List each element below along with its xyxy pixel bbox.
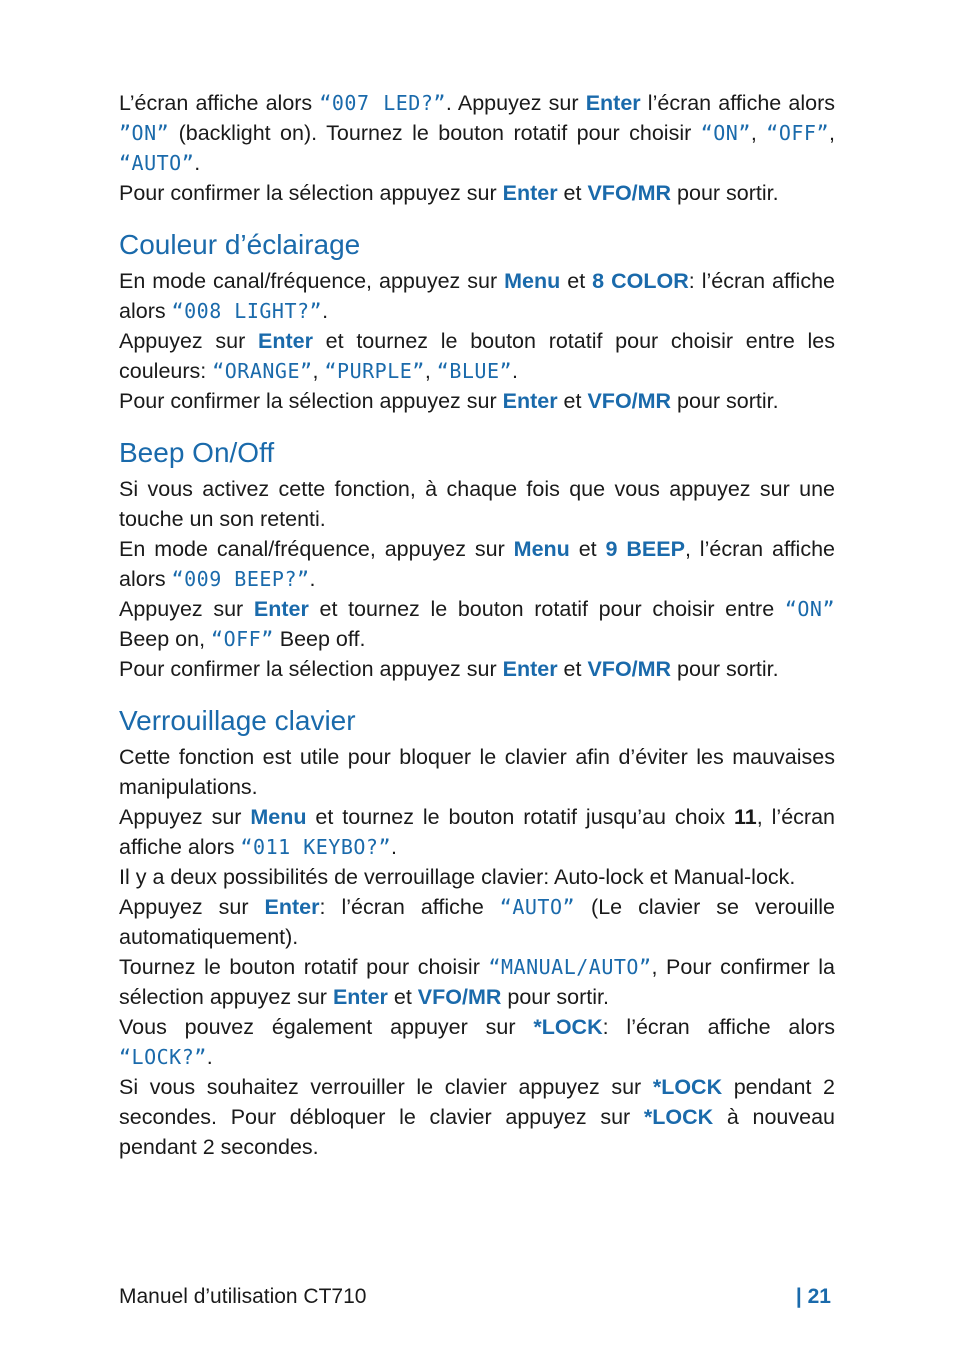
text: . xyxy=(322,299,329,323)
text: (backlight on). Tournez le bouton rotatif pour choisir xyxy=(169,121,701,145)
lcd-text: “AUTO” xyxy=(119,151,195,175)
text: Si vous souhaitez verrouiller le clavier appuyez sur xyxy=(119,1075,653,1099)
text: Pour confirmer la sélection appuyez sur xyxy=(119,657,503,681)
text: Vous pouvez également appuyer sur xyxy=(119,1015,534,1039)
text: Appuyez sur xyxy=(119,329,258,353)
paragraph-lock-auto xyxy=(119,892,835,952)
paragraph-beep-choose xyxy=(119,594,835,654)
paragraph-beep-intro xyxy=(119,474,835,534)
lcd-text: “008 LIGHT?” xyxy=(171,299,323,323)
key-name: Enter xyxy=(332,985,388,1009)
paragraph-beep-menu xyxy=(119,534,835,594)
text: . xyxy=(391,835,397,859)
key-name: Enter xyxy=(502,181,558,205)
text: et tournez le bouton rotatif pour choisir entre xyxy=(308,597,785,621)
key-name: 9 BEEP xyxy=(605,537,685,561)
lcd-text: “MANUAL/AUTO” xyxy=(488,955,652,979)
text: Il y a deux possibilités de verrouillage clavier: Auto-lock et Manual-lock. xyxy=(119,865,796,889)
lcd-text: ”ON” xyxy=(119,121,170,145)
text: En mode canal/fréquence, appuyez sur xyxy=(119,269,505,293)
text: et xyxy=(557,389,588,413)
paragraph-led-display xyxy=(119,88,835,178)
text: pour sortir. xyxy=(671,657,779,681)
text: , xyxy=(829,121,835,145)
lcd-text: “OFF” xyxy=(766,121,830,145)
key-name: Enter xyxy=(257,329,313,353)
key-name: Enter xyxy=(502,657,558,681)
menu-number: 11 xyxy=(734,805,757,829)
text: , l’écran affiche alors xyxy=(119,805,835,859)
paragraph-confirm xyxy=(119,654,835,684)
section-heading-couleur: Couleur d’éclairage xyxy=(119,229,361,260)
text: Appuyez sur xyxy=(119,805,251,829)
page-number: | 21 xyxy=(795,1285,831,1308)
paragraph-lock-choose xyxy=(119,952,835,1012)
lcd-text: “AUTO” xyxy=(499,895,576,919)
text: , xyxy=(312,359,325,383)
key-name: *LOCK xyxy=(643,1105,714,1129)
paragraph-lock-menu xyxy=(119,802,835,862)
text: : l’écran affiche alors xyxy=(602,1015,835,1039)
text: : l’écran affiche xyxy=(319,895,500,919)
text: Tournez le bouton rotatif pour choisir xyxy=(119,955,489,979)
key-name: VFO/MR xyxy=(417,985,502,1009)
paragraph-lock-key xyxy=(119,1012,835,1072)
key-name: *LOCK xyxy=(533,1015,603,1039)
lcd-text: “BLUE” xyxy=(436,359,513,383)
lcd-text: “ORANGE” xyxy=(212,359,313,383)
text: l’écran affiche alors xyxy=(640,91,835,115)
text: Beep off. xyxy=(273,627,366,651)
text: et xyxy=(387,985,418,1009)
text: et xyxy=(560,269,593,293)
text: . xyxy=(206,1045,213,1069)
text: à nouveau pendant 2 secondes. xyxy=(119,1105,835,1159)
section-heading-verrouillage: Verrouillage clavier xyxy=(119,705,356,736)
text: . xyxy=(309,567,316,591)
text: Si vous activez cette fonction, à chaque fois que vous appuyez sur une touche un son retenti. xyxy=(119,477,835,531)
text: , xyxy=(424,359,437,383)
text: et tournez le bouton rotatif pour choisir entre les couleurs: xyxy=(119,329,835,383)
key-name: VFO/MR xyxy=(587,389,672,413)
text: pour sortir. xyxy=(501,985,609,1009)
text: et xyxy=(557,181,588,205)
text: et xyxy=(557,657,588,681)
lcd-text: “011 KEYBO?” xyxy=(240,835,392,859)
section-heading-beep: Beep On/Off xyxy=(119,437,275,468)
key-name: *LOCK xyxy=(652,1075,723,1099)
text: pendant 2 secondes. Pour débloquer le clavier appuyez sur xyxy=(119,1075,835,1129)
key-name: VFO/MR xyxy=(587,657,672,681)
lcd-text: “PURPLE” xyxy=(324,359,425,383)
lcd-text: “OFF” xyxy=(211,627,274,651)
page-content xyxy=(119,88,835,1162)
lcd-text: “009 BEEP?” xyxy=(171,567,310,591)
key-name: Menu xyxy=(250,805,307,829)
key-name: Menu xyxy=(513,537,570,561)
text: Appuyez sur xyxy=(119,597,254,621)
paragraph-lock-intro xyxy=(119,742,835,802)
footer-title: Manuel d’utilisation CT710 xyxy=(119,1285,367,1308)
key-name: VFO/MR xyxy=(587,181,672,205)
key-name: Enter xyxy=(585,91,641,115)
text: . xyxy=(512,359,519,383)
text: (Le clavier se verouille automatiquement). xyxy=(119,895,836,949)
text: , Pour confirmer la sélection appuyez sur xyxy=(119,955,835,1009)
paragraph-confirm xyxy=(119,178,835,208)
lcd-text: “ON” xyxy=(700,121,751,145)
paragraph-confirm xyxy=(119,386,835,416)
text: : l’écran affiche alors xyxy=(119,269,835,323)
lcd-text: “ON” xyxy=(784,597,835,621)
key-name: Menu xyxy=(504,269,561,293)
text: Pour confirmer la sélection appuyez sur xyxy=(119,389,503,413)
text: Beep on, xyxy=(119,627,212,651)
text: L’écran affiche alors xyxy=(119,91,320,115)
key-name: 8 COLOR xyxy=(592,269,689,293)
text: Cette fonction est utile pour bloquer le clavier afin d’éviter les mauvaises manipulations. xyxy=(119,745,835,799)
text: En mode canal/fréquence, appuyez sur xyxy=(119,537,514,561)
text: pour sortir. xyxy=(671,181,779,205)
text: , l’écran affiche alors xyxy=(119,537,835,591)
text: pour sortir. xyxy=(671,389,779,413)
paragraph-lock-unlock xyxy=(119,1072,835,1162)
text: . xyxy=(194,151,201,175)
text: Pour confirmer la sélection appuyez sur xyxy=(119,181,503,205)
paragraph-color-choose xyxy=(119,326,835,386)
text: et xyxy=(569,537,606,561)
paragraph-lock-modes xyxy=(119,862,835,892)
key-name: Enter xyxy=(502,389,558,413)
text: Appuyez sur xyxy=(119,895,265,919)
text: , xyxy=(750,121,767,145)
text: . Appuyez sur xyxy=(445,91,586,115)
lcd-text: “LOCK?” xyxy=(119,1045,207,1069)
paragraph-color-menu xyxy=(119,266,835,326)
key-name: Enter xyxy=(253,597,309,621)
key-name: Enter xyxy=(264,895,320,919)
text: et tournez le bouton rotatif jusqu’au choix xyxy=(306,805,735,829)
lcd-text: “007 LED?” xyxy=(319,91,446,115)
